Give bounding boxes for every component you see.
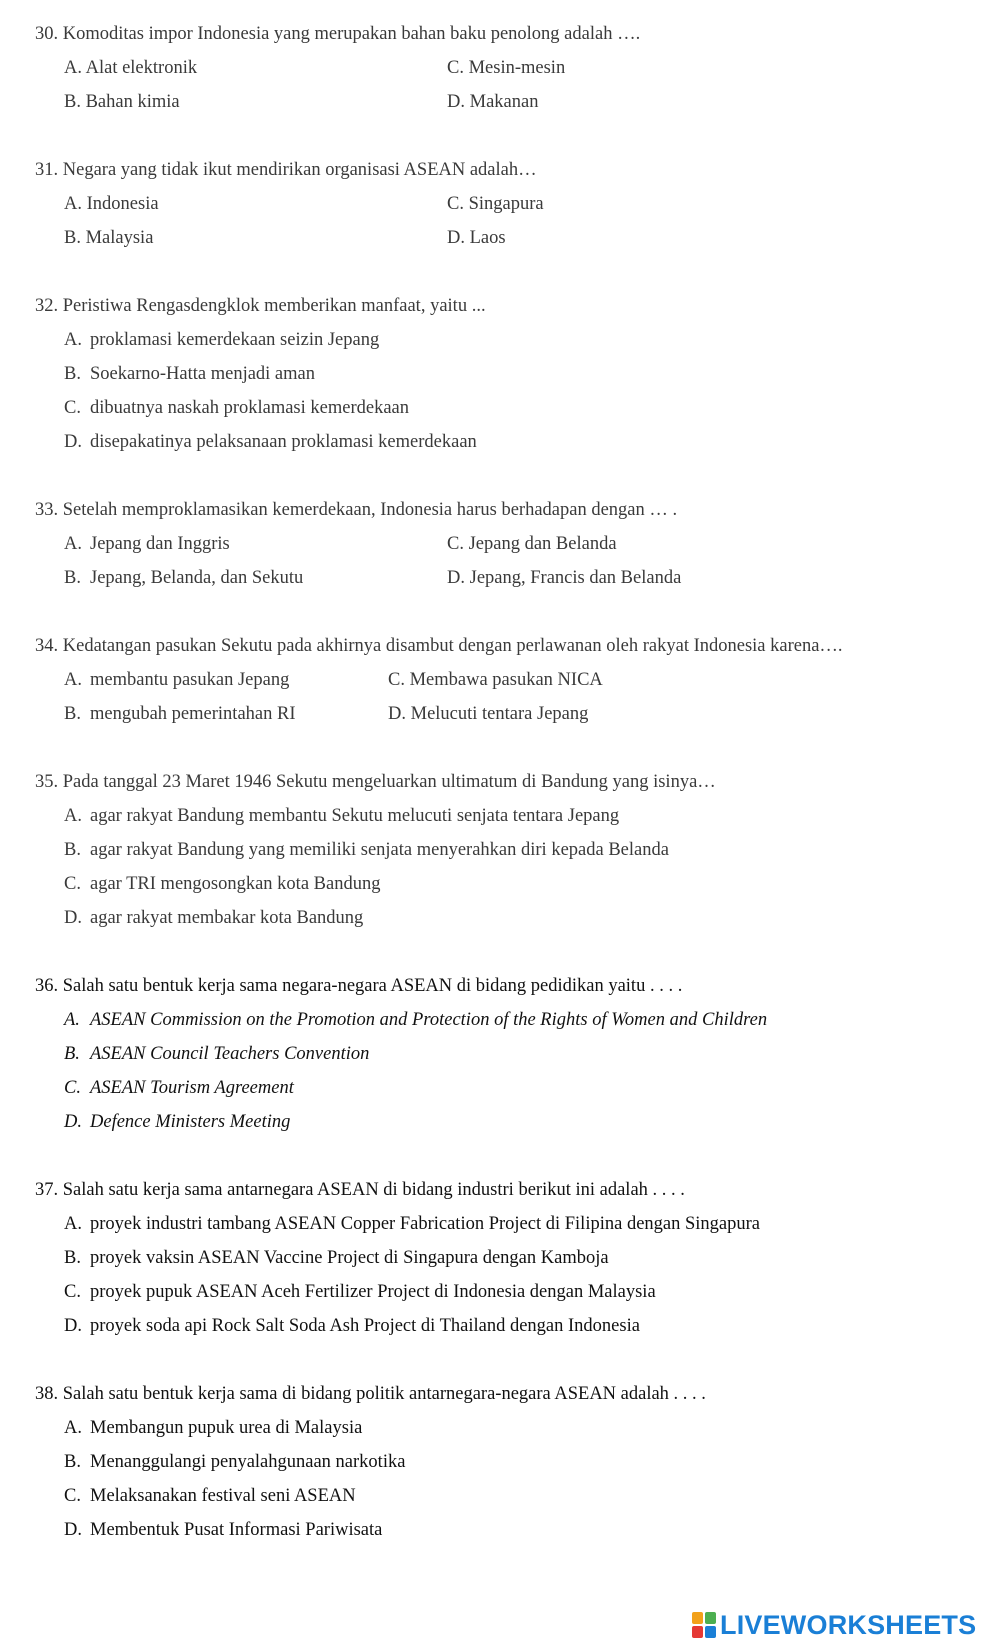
option-38-d[interactable]: D. Membentuk Pusat Informasi Pariwisata bbox=[64, 1520, 383, 1540]
option-32-c[interactable]: C. dibuatnya naskah proklamasi kemerdekaan bbox=[64, 398, 410, 418]
option-36-d[interactable]: D. Defence Ministers Meeting bbox=[64, 1112, 291, 1132]
question-30 bbox=[35, 24, 640, 45]
question-33 bbox=[35, 500, 677, 521]
question-text: Salah satu kerja sama antarnegara ASEAN di bidang industri berikut ini adalah . . . . bbox=[62, 1180, 685, 1200]
logo-mark-block bbox=[705, 1626, 716, 1638]
liveworksheets-logo[interactable] bbox=[692, 1608, 976, 1642]
option-34-b[interactable]: B. mengubah pemerintahan RI bbox=[64, 704, 296, 724]
option-31-c[interactable]: C. Singapura bbox=[447, 194, 544, 214]
option-31-d[interactable]: D. Laos bbox=[447, 228, 506, 248]
question-text: Salah satu bentuk kerja sama negara-negara ASEAN di bidang pedidikan yaitu . . . . bbox=[62, 976, 683, 996]
question-37 bbox=[35, 1180, 685, 1201]
question-number: 34. bbox=[35, 636, 59, 656]
question-31 bbox=[35, 160, 537, 181]
option-30-a[interactable]: A. Alat elektronik bbox=[64, 58, 198, 78]
question-number: 36. bbox=[35, 976, 59, 996]
option-33-b[interactable]: B. Jepang, Belanda, dan Sekutu bbox=[64, 568, 304, 588]
question-number: 33. bbox=[35, 500, 59, 520]
option-34-c[interactable]: C. Membawa pasukan NICA bbox=[388, 670, 603, 690]
question-number: 35. bbox=[35, 772, 59, 792]
question-32 bbox=[35, 296, 486, 317]
question-text: Kedatangan pasukan Sekutu pada akhirnya disambut dengan perlawanan oleh rakyat Indonesia karena…. bbox=[62, 636, 843, 656]
logo-mark-block bbox=[692, 1612, 703, 1624]
question-36 bbox=[35, 976, 682, 997]
question-34 bbox=[35, 636, 843, 657]
question-number: 37. bbox=[35, 1180, 59, 1200]
option-37-c[interactable]: C. proyek pupuk ASEAN Aceh Fertilizer Project di Indonesia dengan Malaysia bbox=[64, 1282, 656, 1302]
option-30-c[interactable]: C. Mesin-mesin bbox=[447, 58, 566, 78]
question-text: Komoditas impor Indonesia yang merupakan bahan baku penolong adalah …. bbox=[62, 24, 641, 44]
question-number: 38. bbox=[35, 1384, 59, 1404]
option-38-a[interactable]: A. Membangun pupuk urea di Malaysia bbox=[64, 1418, 363, 1438]
option-30-b[interactable]: B. Bahan kimia bbox=[64, 92, 180, 112]
option-31-b[interactable]: B. Malaysia bbox=[64, 228, 154, 248]
option-37-a[interactable]: A. proyek industri tambang ASEAN Copper Fabrication Project di Filipina dengan Singapura bbox=[64, 1214, 761, 1234]
question-text: Setelah memproklamasikan kemerdekaan, Indonesia harus berhadapan dengan … . bbox=[62, 500, 678, 520]
question-text: Pada tanggal 23 Maret 1946 Sekutu mengeluarkan ultimatum di Bandung yang isinya… bbox=[62, 772, 716, 792]
option-37-b[interactable]: B. proyek vaksin ASEAN Vaccine Project di Singapura dengan Kamboja bbox=[64, 1248, 609, 1268]
option-35-d[interactable]: D. agar rakyat membakar kota Bandung bbox=[64, 908, 364, 928]
question-38 bbox=[35, 1384, 706, 1405]
option-38-b[interactable]: B. Menanggulangi penyalahgunaan narkotika bbox=[64, 1452, 406, 1472]
logo-text: LIVEWORKSHEETS bbox=[720, 1609, 977, 1640]
question-number: 30. bbox=[35, 24, 59, 44]
logo-mark-block bbox=[692, 1626, 703, 1638]
option-30-d[interactable]: D. Makanan bbox=[447, 92, 539, 112]
option-31-a[interactable]: A. Indonesia bbox=[64, 194, 159, 214]
option-37-d[interactable]: D. proyek soda api Rock Salt Soda Ash Project di Thailand dengan Indonesia bbox=[64, 1316, 640, 1336]
option-32-b[interactable]: B. Soekarno-Hatta menjadi aman bbox=[64, 364, 315, 384]
option-32-a[interactable]: A. proklamasi kemerdekaan seizin Jepang bbox=[64, 330, 380, 350]
option-33-d[interactable]: D. Jepang, Francis dan Belanda bbox=[447, 568, 682, 588]
option-36-a[interactable]: A. ASEAN Commission on the Promotion and Protection of the Rights of Women and Children bbox=[64, 1010, 768, 1030]
option-35-b[interactable]: B. agar rakyat Bandung yang memiliki senjata menyerahkan diri kepada Belanda bbox=[64, 840, 669, 860]
liveworksheets-mark-icon bbox=[692, 1612, 716, 1638]
question-35 bbox=[35, 772, 716, 793]
option-33-c[interactable]: C. Jepang dan Belanda bbox=[447, 534, 617, 554]
question-text: Negara yang tidak ikut mendirikan organisasi ASEAN adalah… bbox=[62, 160, 537, 180]
question-text: Salah satu bentuk kerja sama di bidang politik antarnegara-negara ASEAN adalah . . . . bbox=[62, 1384, 706, 1404]
question-number: 31. bbox=[35, 160, 59, 180]
option-36-c[interactable]: C. ASEAN Tourism Agreement bbox=[64, 1078, 294, 1098]
option-36-b[interactable]: B. ASEAN Council Teachers Convention bbox=[64, 1044, 370, 1064]
question-number: 32. bbox=[35, 296, 59, 316]
question-text: Peristiwa Rengasdengklok memberikan manfaat, yaitu ... bbox=[62, 296, 486, 316]
option-34-d[interactable]: D. Melucuti tentara Jepang bbox=[388, 704, 589, 724]
option-32-d[interactable]: D. disepakatinya pelaksanaan proklamasi kemerdekaan bbox=[64, 432, 477, 452]
option-33-a[interactable]: A. Jepang dan Inggris bbox=[64, 534, 230, 554]
option-35-c[interactable]: C. agar TRI mengosongkan kota Bandung bbox=[64, 874, 381, 894]
option-34-a[interactable]: A. membantu pasukan Jepang bbox=[64, 670, 290, 690]
option-38-c[interactable]: C. Melaksanakan festival seni ASEAN bbox=[64, 1486, 356, 1506]
option-35-a[interactable]: A. agar rakyat Bandung membantu Sekutu melucuti senjata tentara Jepang bbox=[64, 806, 620, 826]
logo-mark-block bbox=[705, 1612, 716, 1624]
